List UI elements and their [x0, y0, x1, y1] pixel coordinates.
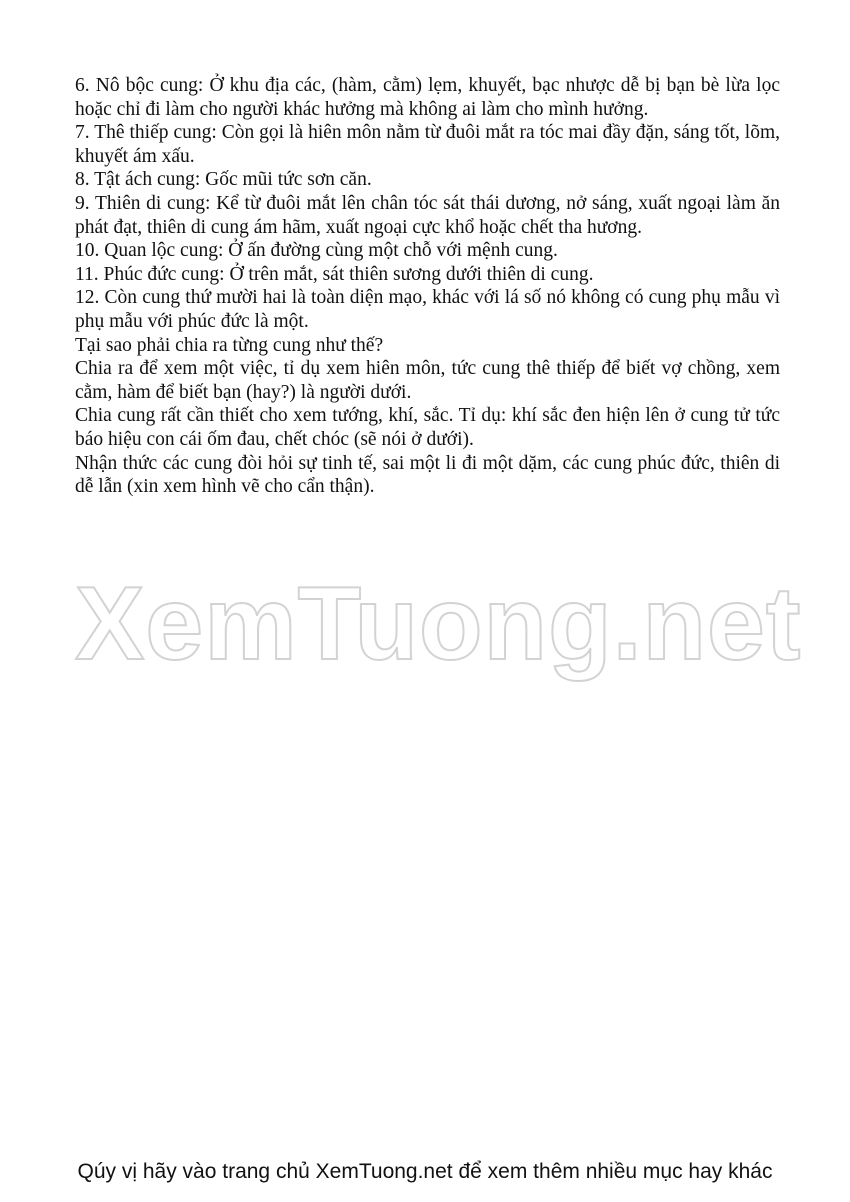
paragraph-quan-loc-cung: 10. Quan lộc cung: Ở ấn đường cùng một chỗ với mệnh cung. [75, 240, 558, 262]
paragraph-cung-thu-muoi-hai: 12. Còn cung thứ mười hai là toàn diện mạo, khác với lá số nó không có cung phụ mẫu vì phụ mẫu với phúc đức là một. [75, 287, 780, 332]
watermark: XemTuong.net [75, 566, 802, 682]
paragraph-phuc-duc-cung: 11. Phúc đức cung: Ở trên mắt, sát thiên sương dưới thiên di cung. [75, 263, 594, 285]
paragraph-chia-cung: Chia cung rất cần thiết cho xem tướng, khí, sắc. Tỉ dụ: khí sắc đen hiện lên ở cung tử tức báo hiệu con cái ốm đau, chết chóc (sẽ nói ở dưới). [75, 405, 780, 450]
paragraph-question: Tại sao phải chia ra từng cung như thế? [75, 334, 384, 356]
footer-note [0, 1160, 850, 1184]
paragraph-the-thiep-cung: 7. Thê thiếp cung: Còn gọi là hiên môn nằm từ đuôi mắt ra tóc mai đầy đặn, sáng tốt, lõm, khuyết ám xấu. [75, 122, 780, 167]
paragraph-tat-ach-cung: 8. Tật ách cung: Gốc mũi tức sơn căn. [75, 169, 372, 191]
footer-suffix: để xem thêm nhiều mục hay khác [452, 1160, 773, 1183]
document-body [75, 74, 780, 499]
paragraph-nhan-thuc: Nhận thức các cung đòi hỏi sự tinh tế, sai một li đi một dặm, các cung phúc đức, thiên di dễ lẫn (xin xem hình vẽ cho cẩn thận). [75, 452, 780, 498]
paragraph-chia-ra: Chia ra để xem một việc, tỉ dụ xem hiên môn, tức cung thê thiếp để biết vợ chồng, xem cằm, hàm để biết bạn (hay?) là người dưới. [75, 358, 780, 403]
footer-prefix: Qúy vị hãy vào trang chủ [77, 1160, 316, 1183]
footer-site-link[interactable]: XemTuong.net [315, 1160, 453, 1183]
paragraph-no-boc-cung: 6. Nô bộc cung: Ở khu địa các, (hàm, cằm) lẹm, khuyết, bạc nhược dễ bị bạn bè lừa lọc hoặc chỉ đi làm cho người khác hưởng mà không ai làm cho mình hưởng. [75, 75, 780, 120]
paragraph-thien-di-cung: 9. Thiên di cung: Kể từ đuôi mắt lên chân tóc sát thái dương, nở sáng, xuất ngoại làm ăn phát đạt, thiên di cung ám hãm, xuất ngoại cực khổ hoặc chết tha hương. [75, 192, 780, 238]
